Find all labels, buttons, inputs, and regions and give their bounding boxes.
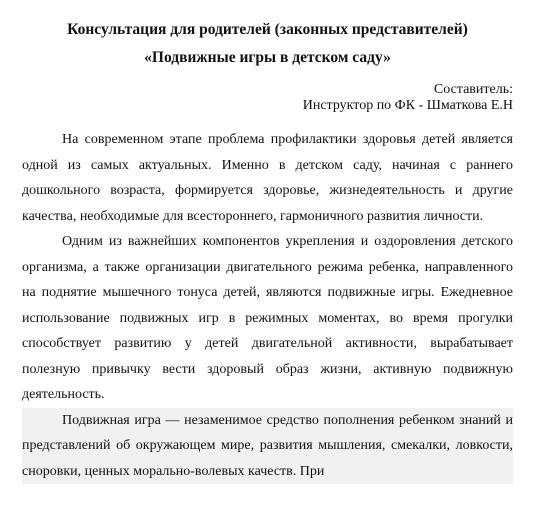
- paragraph-1: На современном этапе проблема профилактики здоровья детей является одной из самых актуальных. Именно в детском саду, начиная с раннего дошкольного возраста, формируется здоровье, жизнедеятельность и другие качества, необходимые для всестороннего, гармоничного развития личности.: [22, 132, 513, 224]
- document-subtitle: «Подвижные игры в детском саду»: [144, 49, 391, 66]
- paragraph-3: Подвижная игра — незаменимое средство пополнения ребенком знаний и представлений об окружающем мире, развития мышления, смекалки, ловкости, сноровки, ценных морально-волевых качеств. При: [22, 408, 513, 485]
- document-title: Консультация для родителей (законных представителей): [67, 21, 468, 38]
- author-name: Инструктор по ФК - Шматкова Е.Н: [302, 98, 513, 113]
- author-label: Составитель:: [433, 82, 513, 97]
- paragraph-2: Одним из важнейших компонентов укрепления и оздоровления детского организма, а также организации двигательного режима ребенка, направленного на поднятие мышечного тонуса детей, являются подвижные игры. Ежедневное использование подвижных игр в режимных моментах, во время прогулки способствует развитию у детей двигательной активности, вырабатывает полезную привычку вести здоровый образ жизни, активную подвижную деятельность.: [22, 234, 513, 402]
- document-body: [22, 127, 513, 484]
